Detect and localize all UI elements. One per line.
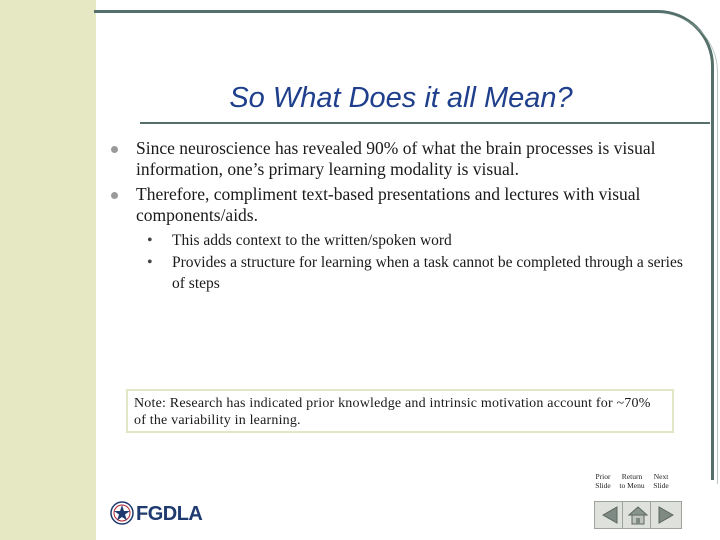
star-seal-icon [110,501,134,525]
sub-bullet-text: This adds context to the written/spoken word [172,232,452,249]
next-slide-label[interactable] [648,472,674,490]
logo-text: FGDLA [136,503,203,525]
sub-bullet-list [108,230,698,294]
return-to-menu-label[interactable] [614,472,650,490]
left-decorative-band [0,0,96,540]
bullet-item [108,184,698,226]
prior-slide-label[interactable] [590,472,616,490]
title-divider [140,122,710,124]
sub-bullet-icon: • [147,232,153,249]
sub-bullet-icon: • [147,254,153,271]
prior-label-line1: Prior [595,472,611,481]
return-label-line2: to Menu [619,481,645,490]
slide-title: So What Does it all Mean? [229,82,573,114]
triangle-right-icon [651,502,681,528]
next-slide-button[interactable] [650,501,682,529]
bullet-text: Therefore, compliment text-based presentations and lectures with visual components/aids. [136,184,641,225]
bullet-item [108,138,698,180]
fgdla-logo [110,501,206,529]
bullet-icon [111,192,118,199]
bullet-text: Since neuroscience has revealed 90% of what the brain processes is visual information, one’s primary learning modality is visual. [136,138,656,179]
sub-bullet-text: Provides a structure for learning when a task cannot be completed through a series of steps [172,254,683,292]
return-label-line1: Return [621,472,643,481]
sub-bullet-item [108,230,698,251]
triangle-left-icon [595,502,625,528]
prior-label-line2: Slide [595,481,611,490]
note-box: Note: Research has indicated prior knowledge and intrinsic motivation account for ~70% of the variability in learning. [126,389,674,433]
bullet-icon [111,146,118,153]
bullet-list [108,138,698,295]
home-icon [623,502,653,528]
next-label-line2: Slide [653,481,669,490]
sub-bullet-item [108,252,698,294]
next-label-line1: Next [653,472,669,481]
